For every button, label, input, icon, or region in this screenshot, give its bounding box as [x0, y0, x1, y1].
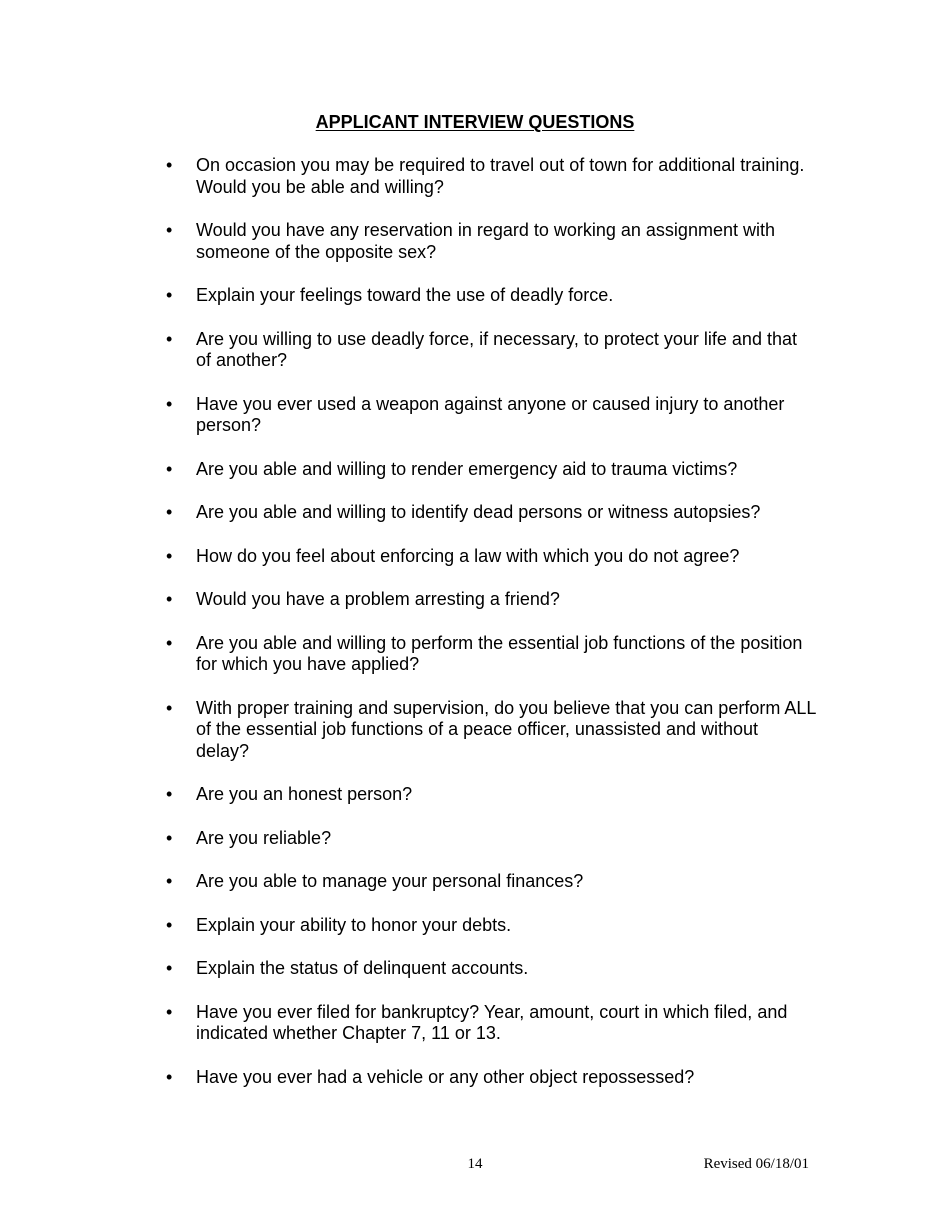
bullet-icon: •	[166, 393, 173, 414]
revision-date: Revised 06/18/01	[703, 1156, 809, 1172]
list-item	[166, 1067, 816, 1089]
list-item	[166, 589, 816, 611]
bullet-icon: •	[166, 958, 173, 978]
page-number: 14	[467, 1156, 483, 1172]
list-item	[166, 329, 816, 372]
bullet-icon: •	[166, 697, 173, 718]
question-text: On occasion you may be required to travel out of town for additional training. Would you be able and willing?	[196, 155, 805, 197]
list-item	[166, 915, 816, 937]
list-item	[166, 459, 816, 481]
list-item	[166, 633, 816, 676]
bullet-icon: •	[166, 155, 173, 175]
bullet-icon: •	[166, 502, 173, 522]
list-item	[166, 394, 816, 437]
question-text: With proper training and supervision, do you believe that you can perform ALL of the essential job functions of a peace officer, unassisted and without delay?	[196, 697, 816, 761]
question-text: Would you have a problem arresting a friend?	[196, 589, 560, 609]
bullet-icon: •	[166, 328, 173, 349]
question-text: Have you ever had a vehicle or any other object repossessed?	[196, 1066, 695, 1087]
question-text: Are you an honest person?	[196, 784, 413, 804]
question-text: Are you able to manage your personal finances?	[196, 871, 584, 891]
question-text: Are you willing to use deadly force, if necessary, to protect your life and that of another?	[196, 328, 797, 370]
page-title: APPLICANT INTERVIEW QUESTIONS	[315, 112, 635, 132]
bullet-icon: •	[166, 632, 173, 653]
question-text: How do you feel about enforcing a law with which you do not agree?	[196, 545, 740, 566]
list-item	[166, 958, 816, 980]
list-item	[166, 784, 816, 806]
list-item	[166, 1002, 816, 1045]
bullet-icon: •	[166, 1066, 173, 1087]
bullet-icon: •	[166, 827, 173, 848]
question-text: Are you able and willing to identify dead persons or witness autopsies?	[196, 502, 761, 522]
bullet-icon: •	[166, 871, 173, 891]
question-text: Have you ever filed for bankruptcy? Year, amount, court in which filed, and indicated whether Chapter 7, 11 or 13.	[196, 1001, 788, 1043]
bullet-icon: •	[166, 589, 173, 609]
bullet-icon: •	[166, 914, 173, 935]
list-item	[166, 828, 816, 850]
bullet-icon: •	[166, 1001, 173, 1022]
list-item	[166, 502, 816, 524]
bullet-icon: •	[166, 545, 173, 566]
question-text: Explain your ability to honor your debts.	[196, 914, 512, 935]
question-text: Are you able and willing to perform the essential job functions of the position for which you have applied?	[196, 632, 803, 674]
list-item	[166, 698, 816, 763]
list-item	[166, 546, 816, 568]
list-item	[166, 871, 816, 893]
list-item	[166, 155, 816, 198]
bullet-icon: •	[166, 458, 173, 479]
question-list	[166, 155, 816, 1110]
list-item	[166, 220, 816, 263]
bullet-icon: •	[166, 220, 173, 240]
question-text: Are you reliable?	[196, 827, 332, 848]
question-text: Are you able and willing to render emergency aid to trauma victims?	[196, 458, 738, 479]
question-text: Explain your feelings toward the use of deadly force.	[196, 285, 614, 305]
bullet-icon: •	[166, 784, 173, 804]
question-text: Have you ever used a weapon against anyone or caused injury to another person?	[196, 393, 785, 435]
question-text: Would you have any reservation in regard to working an assignment with someone of the opposite sex?	[196, 220, 775, 262]
bullet-icon: •	[166, 285, 173, 305]
list-item	[166, 285, 816, 307]
question-text: Explain the status of delinquent accounts.	[196, 958, 529, 978]
